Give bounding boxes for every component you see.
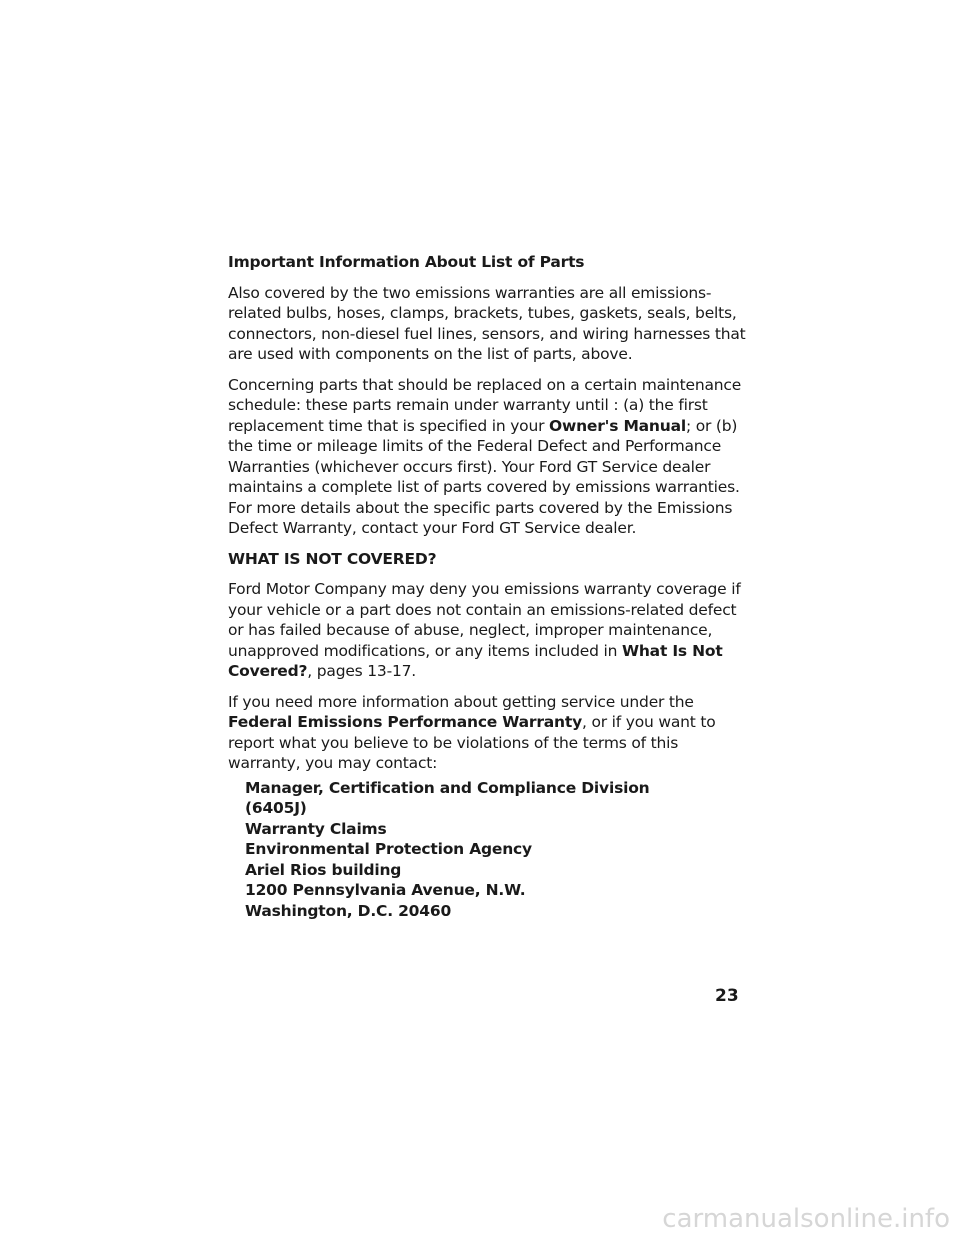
paragraph-emissions-components: Also covered by the two emissions warranties are all emissions-related bulbs, hoses, clamps, brackets, tubes, gaskets, seals, belts, connectors, non-diesel fuel lines, sensors, and wiring harnesses that are used with components on the list of parts, above. [228,283,746,363]
paragraph-contact-info [228,692,748,774]
contact-text-rest: , or if you want to report what you believe to be violations of the terms of this warranty, you may contact: [228,713,716,772]
deny-text: Ford Motor Company may deny you emissions warranty coverage if your vehicle or a part does not contain an emissions-related defect or has failed because of abuse, neglect, improper maintenance, unapproved modifications, or any items included in [228,580,741,660]
page-number: 23 [715,986,739,1006]
federal-warranty-ref: Federal Emissions Performance Warranty [228,713,583,731]
address-line: Environmental Protection Agency [245,840,532,858]
address-line: Manager, Certification and Compliance Division [245,778,650,797]
section-heading-parts-info: Important Information About List of Parts [228,253,585,271]
replacement-text-rest: ; or (b) the time or mileage limits of the Federal Defect and Performance Warranties (whichever occurs first). Your Ford GT Service dealer maintains a complete list of parts covered by emissions warranties. For more details about the specific parts covered by the Emissions Defect Warranty, contact your Ford GT Service dealer. [228,416,740,537]
document-body [228,252,748,921]
section-heading-not-covered: WHAT IS NOT COVERED? [228,549,437,568]
address-line: 1200 Pennsylvania Avenue, N.W. [245,881,526,899]
address-line: Ariel Rios building [245,860,402,879]
owners-manual-ref: Owner's Manual [548,416,686,435]
not-covered-ref: What Is Not Covered? [228,641,723,680]
epa-address-block [245,778,748,922]
paragraph-replacement-schedule [228,375,748,539]
contact-text: If you need more information about getting service under the [228,692,694,711]
address-line: (6405J) [245,799,307,817]
replacement-text: Concerning parts that should be replaced on a certain maintenance schedule: these parts remain under warranty until : (a) the first replacement time that is specified in your [228,375,742,435]
paragraph-deny-coverage [228,579,748,682]
deny-text-rest: , pages 13-17. [307,662,417,680]
address-line: Washington, D.C. 20460 [245,901,452,920]
address-line: Warranty Claims [245,819,387,838]
watermark-text: carmanualsonline.info [662,1204,950,1234]
